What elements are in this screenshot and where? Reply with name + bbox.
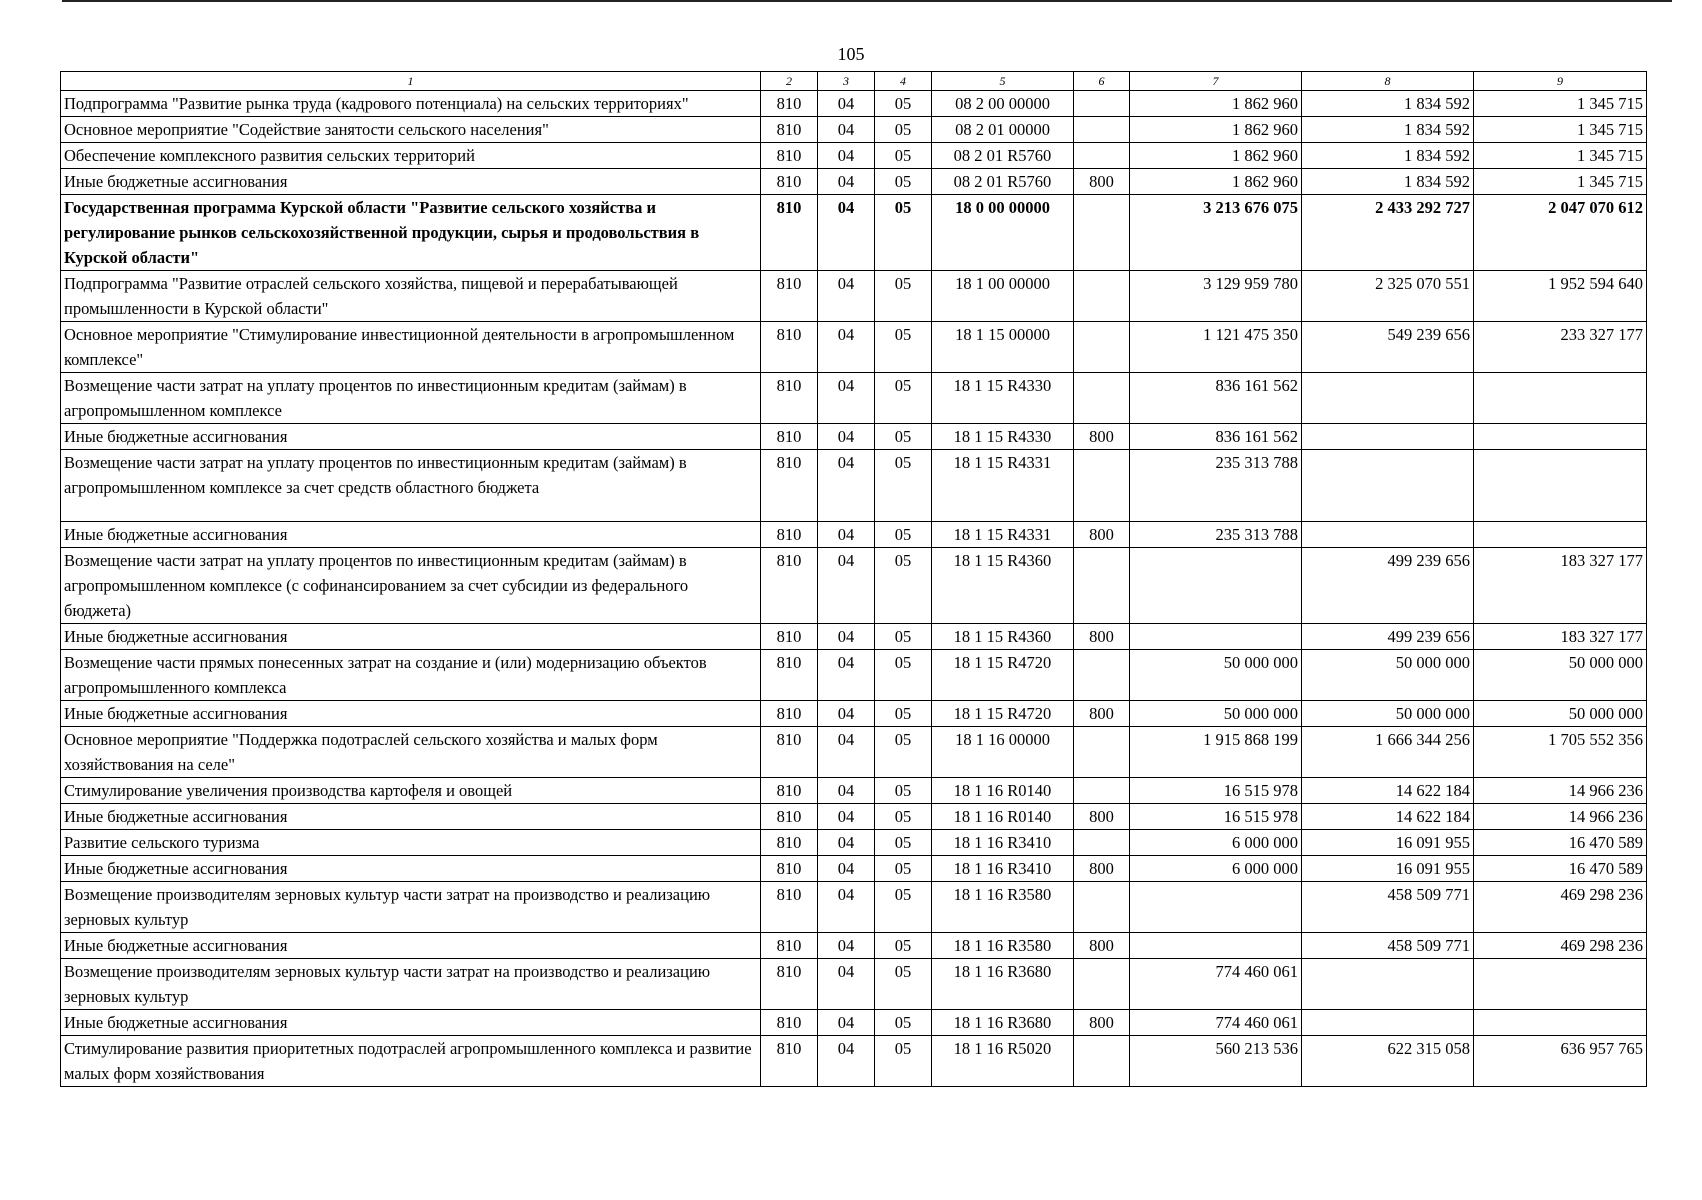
admin-code-cell: 810 (761, 322, 818, 373)
amount-col8-cell: 14 622 184 (1302, 804, 1474, 830)
table-row (61, 959, 1647, 1010)
target-article-cell: 18 1 15 R4331 (932, 450, 1074, 522)
subsection-code-cell: 05 (875, 804, 932, 830)
amount-col8-cell (1302, 373, 1474, 424)
section-code-cell: 04 (818, 933, 875, 959)
amount-col9-cell: 233 327 177 (1474, 322, 1647, 373)
admin-code-cell: 810 (761, 450, 818, 522)
amount-col9-cell (1474, 450, 1647, 522)
section-code-cell: 04 (818, 169, 875, 195)
row-name-cell: Иные бюджетные ассигнования (61, 804, 761, 830)
section-code-cell: 04 (818, 548, 875, 624)
subsection-code-cell: 05 (875, 778, 932, 804)
amount-col9-cell (1474, 1010, 1647, 1036)
amount-col7-cell: 6 000 000 (1130, 856, 1302, 882)
section-code-cell: 04 (818, 522, 875, 548)
subsection-code-cell: 05 (875, 882, 932, 933)
amount-col8-cell: 16 091 955 (1302, 830, 1474, 856)
expense-type-cell (1074, 778, 1130, 804)
column-header: 2 (761, 72, 818, 91)
amount-col8-cell: 2 433 292 727 (1302, 195, 1474, 271)
amount-col8-cell: 14 622 184 (1302, 778, 1474, 804)
amount-col7-cell: 836 161 562 (1130, 373, 1302, 424)
admin-code-cell: 810 (761, 778, 818, 804)
table-row (61, 804, 1647, 830)
amount-col7-cell: 16 515 978 (1130, 804, 1302, 830)
section-code-cell: 04 (818, 373, 875, 424)
amount-col7-cell: 1 862 960 (1130, 143, 1302, 169)
expense-type-cell (1074, 373, 1130, 424)
table-row (61, 701, 1647, 727)
admin-code-cell: 810 (761, 1010, 818, 1036)
target-article-cell: 18 1 16 R3680 (932, 1010, 1074, 1036)
section-code-cell: 04 (818, 830, 875, 856)
header-row (61, 72, 1647, 91)
row-name-cell: Иные бюджетные ассигнования (61, 1010, 761, 1036)
amount-col9-cell: 183 327 177 (1474, 548, 1647, 624)
table-row (61, 450, 1647, 522)
amount-col8-cell: 499 239 656 (1302, 624, 1474, 650)
section-code-cell: 04 (818, 117, 875, 143)
section-code-cell: 04 (818, 959, 875, 1010)
amount-col9-cell: 50 000 000 (1474, 650, 1647, 701)
admin-code-cell: 810 (761, 271, 818, 322)
subsection-code-cell: 05 (875, 959, 932, 1010)
amount-col7-cell (1130, 882, 1302, 933)
table-row (61, 1010, 1647, 1036)
amount-col9-cell: 14 966 236 (1474, 804, 1647, 830)
subsection-code-cell: 05 (875, 373, 932, 424)
target-article-cell: 18 1 15 R4720 (932, 650, 1074, 701)
amount-col9-cell: 636 957 765 (1474, 1036, 1647, 1087)
section-code-cell: 04 (818, 195, 875, 271)
expense-type-cell (1074, 830, 1130, 856)
amount-col7-cell: 560 213 536 (1130, 1036, 1302, 1087)
table-row (61, 117, 1647, 143)
amount-col8-cell: 1 666 344 256 (1302, 727, 1474, 778)
expense-type-cell: 800 (1074, 1010, 1130, 1036)
section-code-cell: 04 (818, 1036, 875, 1087)
subsection-code-cell: 05 (875, 522, 932, 548)
admin-code-cell: 810 (761, 522, 818, 548)
amount-col7-cell (1130, 624, 1302, 650)
expense-type-cell (1074, 450, 1130, 522)
expense-type-cell: 800 (1074, 701, 1130, 727)
row-name-cell: Основное мероприятие "Поддержка подотраслей сельского хозяйства и малых форм хозяйствования на селе" (61, 727, 761, 778)
amount-col7-cell: 1 121 475 350 (1130, 322, 1302, 373)
section-code-cell: 04 (818, 450, 875, 522)
amount-col7-cell: 3 129 959 780 (1130, 271, 1302, 322)
row-name-cell: Стимулирование развития приоритетных подотраслей агропромышленного комплекса и развитие малых форм хозяйствования (61, 1036, 761, 1087)
amount-col7-cell: 235 313 788 (1130, 522, 1302, 548)
expense-type-cell (1074, 650, 1130, 701)
section-code-cell: 04 (818, 322, 875, 373)
admin-code-cell: 810 (761, 169, 818, 195)
row-name-cell: Обеспечение комплексного развития сельских территорий (61, 143, 761, 169)
target-article-cell: 18 1 16 00000 (932, 727, 1074, 778)
table-row (61, 727, 1647, 778)
expense-type-cell: 800 (1074, 804, 1130, 830)
target-article-cell: 18 1 16 R0140 (932, 778, 1074, 804)
row-name-cell: Иные бюджетные ассигнования (61, 522, 761, 548)
subsection-code-cell: 05 (875, 624, 932, 650)
amount-col8-cell: 499 239 656 (1302, 548, 1474, 624)
amount-col9-cell: 14 966 236 (1474, 778, 1647, 804)
admin-code-cell: 810 (761, 548, 818, 624)
row-name-cell: Развитие сельского туризма (61, 830, 761, 856)
target-article-cell: 18 1 16 R5020 (932, 1036, 1074, 1087)
target-article-cell: 08 2 00 00000 (932, 91, 1074, 117)
section-code-cell: 04 (818, 778, 875, 804)
admin-code-cell: 810 (761, 650, 818, 701)
amount-col8-cell: 549 239 656 (1302, 322, 1474, 373)
subsection-code-cell: 05 (875, 169, 932, 195)
amount-col8-cell: 1 834 592 (1302, 169, 1474, 195)
target-article-cell: 08 2 01 R5760 (932, 143, 1074, 169)
amount-col9-cell: 50 000 000 (1474, 701, 1647, 727)
table-body (61, 91, 1647, 1087)
amount-col9-cell (1474, 959, 1647, 1010)
target-article-cell: 18 1 15 R4330 (932, 373, 1074, 424)
expense-type-cell: 800 (1074, 933, 1130, 959)
amount-col8-cell: 1 834 592 (1302, 143, 1474, 169)
section-code-cell: 04 (818, 271, 875, 322)
admin-code-cell: 810 (761, 1036, 818, 1087)
column-header: 1 (61, 72, 761, 91)
table-row (61, 169, 1647, 195)
amount-col9-cell: 1 345 715 (1474, 143, 1647, 169)
amount-col8-cell: 622 315 058 (1302, 1036, 1474, 1087)
target-article-cell: 18 1 00 00000 (932, 271, 1074, 322)
column-header: 6 (1074, 72, 1130, 91)
section-code-cell: 04 (818, 650, 875, 701)
row-name-cell: Иные бюджетные ассигнования (61, 856, 761, 882)
row-name-cell: Подпрограмма "Развитие рынка труда (кадрового потенциала) на сельских территориях" (61, 91, 761, 117)
admin-code-cell: 810 (761, 727, 818, 778)
amount-col9-cell: 1 345 715 (1474, 117, 1647, 143)
table-row (61, 778, 1647, 804)
amount-col8-cell (1302, 522, 1474, 548)
target-article-cell: 18 1 15 R4360 (932, 548, 1074, 624)
subsection-code-cell: 05 (875, 1036, 932, 1087)
target-article-cell: 18 1 15 R4360 (932, 624, 1074, 650)
target-article-cell: 18 1 16 R3580 (932, 933, 1074, 959)
row-name-cell: Возмещение части затрат на уплату процентов по инвестиционным кредитам (займам) в агропромышленном комплексе за счет средств областного бюджета (61, 450, 761, 522)
table-row (61, 195, 1647, 271)
amount-col8-cell: 458 509 771 (1302, 933, 1474, 959)
table-row (61, 424, 1647, 450)
column-header: 4 (875, 72, 932, 91)
amount-col9-cell: 2 047 070 612 (1474, 195, 1647, 271)
target-article-cell: 18 1 15 R4720 (932, 701, 1074, 727)
amount-col8-cell: 2 325 070 551 (1302, 271, 1474, 322)
amount-col7-cell: 50 000 000 (1130, 650, 1302, 701)
expense-type-cell (1074, 117, 1130, 143)
amount-col7-cell (1130, 548, 1302, 624)
target-article-cell: 18 1 16 R3410 (932, 830, 1074, 856)
row-name-cell: Иные бюджетные ассигнования (61, 169, 761, 195)
subsection-code-cell: 05 (875, 91, 932, 117)
target-article-cell: 18 1 16 R3410 (932, 856, 1074, 882)
amount-col9-cell: 183 327 177 (1474, 624, 1647, 650)
amount-col7-cell: 50 000 000 (1130, 701, 1302, 727)
row-name-cell: Стимулирование увеличения производства картофеля и овощей (61, 778, 761, 804)
subsection-code-cell: 05 (875, 271, 932, 322)
expense-type-cell (1074, 322, 1130, 373)
amount-col7-cell (1130, 933, 1302, 959)
admin-code-cell: 810 (761, 701, 818, 727)
subsection-code-cell: 05 (875, 830, 932, 856)
section-code-cell: 04 (818, 91, 875, 117)
amount-col7-cell: 1 862 960 (1130, 169, 1302, 195)
admin-code-cell: 810 (761, 804, 818, 830)
column-header: 9 (1474, 72, 1647, 91)
admin-code-cell: 810 (761, 424, 818, 450)
subsection-code-cell: 05 (875, 933, 932, 959)
row-name-cell: Иные бюджетные ассигнования (61, 424, 761, 450)
subsection-code-cell: 05 (875, 856, 932, 882)
table-row (61, 373, 1647, 424)
section-code-cell: 04 (818, 1010, 875, 1036)
section-code-cell: 04 (818, 143, 875, 169)
row-name-cell: Возмещение части прямых понесенных затрат на создание и (или) модернизацию объектов агропромышленного комплекса (61, 650, 761, 701)
amount-col8-cell (1302, 1010, 1474, 1036)
amount-col8-cell: 1 834 592 (1302, 91, 1474, 117)
subsection-code-cell: 05 (875, 117, 932, 143)
table-row (61, 143, 1647, 169)
table-row (61, 933, 1647, 959)
amount-col9-cell (1474, 522, 1647, 548)
amount-col7-cell: 1 862 960 (1130, 91, 1302, 117)
target-article-cell: 18 1 15 R4331 (932, 522, 1074, 548)
subsection-code-cell: 05 (875, 450, 932, 522)
section-code-cell: 04 (818, 727, 875, 778)
column-header: 5 (932, 72, 1074, 91)
row-name-cell: Возмещение части затрат на уплату процентов по инвестиционным кредитам (займам) в агропромышленном комплексе (с софинансированием за счет субсидии из федерального бюджета) (61, 548, 761, 624)
subsection-code-cell: 05 (875, 143, 932, 169)
admin-code-cell: 810 (761, 373, 818, 424)
admin-code-cell: 810 (761, 856, 818, 882)
target-article-cell: 18 1 16 R3580 (932, 882, 1074, 933)
amount-col7-cell: 836 161 562 (1130, 424, 1302, 450)
admin-code-cell: 810 (761, 624, 818, 650)
amount-col9-cell (1474, 373, 1647, 424)
target-article-cell: 18 1 15 R4330 (932, 424, 1074, 450)
subsection-code-cell: 05 (875, 650, 932, 701)
amount-col8-cell (1302, 424, 1474, 450)
row-name-cell: Подпрограмма "Развитие отраслей сельского хозяйства, пищевой и перерабатывающей промышленности в Курской области" (61, 271, 761, 322)
amount-col8-cell (1302, 450, 1474, 522)
admin-code-cell: 810 (761, 830, 818, 856)
amount-col9-cell: 1 345 715 (1474, 91, 1647, 117)
section-code-cell: 04 (818, 701, 875, 727)
subsection-code-cell: 05 (875, 195, 932, 271)
amount-col9-cell: 1 952 594 640 (1474, 271, 1647, 322)
amount-col9-cell: 1 345 715 (1474, 169, 1647, 195)
target-article-cell: 08 2 01 00000 (932, 117, 1074, 143)
subsection-code-cell: 05 (875, 424, 932, 450)
expense-type-cell: 800 (1074, 424, 1130, 450)
table-row (61, 1036, 1647, 1087)
table-row (61, 882, 1647, 933)
top-rule (62, 0, 1672, 2)
column-header: 8 (1302, 72, 1474, 91)
row-name-cell: Иные бюджетные ассигнования (61, 624, 761, 650)
admin-code-cell: 810 (761, 959, 818, 1010)
expense-type-cell: 800 (1074, 169, 1130, 195)
amount-col9-cell: 469 298 236 (1474, 933, 1647, 959)
amount-col7-cell: 1 862 960 (1130, 117, 1302, 143)
amount-col7-cell: 3 213 676 075 (1130, 195, 1302, 271)
row-name-cell: Возмещение части затрат на уплату процентов по инвестиционным кредитам (займам) в агропромышленном комплексе (61, 373, 761, 424)
subsection-code-cell: 05 (875, 548, 932, 624)
section-code-cell: 04 (818, 882, 875, 933)
row-name-cell: Иные бюджетные ассигнования (61, 933, 761, 959)
table-row (61, 650, 1647, 701)
amount-col8-cell: 458 509 771 (1302, 882, 1474, 933)
row-name-cell: Государственная программа Курской области "Развитие сельского хозяйства и регулирование рынков сельскохозяйственной продукции, сырья и продовольствия в Курской области" (61, 195, 761, 271)
amount-col7-cell: 774 460 061 (1130, 959, 1302, 1010)
amount-col8-cell: 1 834 592 (1302, 117, 1474, 143)
column-header: 3 (818, 72, 875, 91)
section-code-cell: 04 (818, 804, 875, 830)
admin-code-cell: 810 (761, 882, 818, 933)
amount-col8-cell: 50 000 000 (1302, 701, 1474, 727)
target-article-cell: 18 1 15 00000 (932, 322, 1074, 373)
expense-type-cell: 800 (1074, 522, 1130, 548)
table-row (61, 271, 1647, 322)
admin-code-cell: 810 (761, 195, 818, 271)
table-row (61, 522, 1647, 548)
target-article-cell: 08 2 01 R5760 (932, 169, 1074, 195)
expense-type-cell (1074, 195, 1130, 271)
amount-col9-cell (1474, 424, 1647, 450)
section-code-cell: 04 (818, 856, 875, 882)
amount-col9-cell: 469 298 236 (1474, 882, 1647, 933)
admin-code-cell: 810 (761, 143, 818, 169)
row-name-cell: Возмещение производителям зерновых культур части затрат на производство и реализацию зерновых культур (61, 882, 761, 933)
expense-type-cell (1074, 143, 1130, 169)
section-code-cell: 04 (818, 424, 875, 450)
expense-type-cell (1074, 1036, 1130, 1087)
expense-type-cell (1074, 882, 1130, 933)
table-row (61, 322, 1647, 373)
expense-type-cell (1074, 271, 1130, 322)
amount-col7-cell: 235 313 788 (1130, 450, 1302, 522)
amount-col7-cell: 16 515 978 (1130, 778, 1302, 804)
row-name-cell: Основное мероприятие "Содействие занятости сельского населения" (61, 117, 761, 143)
subsection-code-cell: 05 (875, 701, 932, 727)
admin-code-cell: 810 (761, 117, 818, 143)
page-number: 105 (837, 44, 865, 64)
amount-col7-cell: 6 000 000 (1130, 830, 1302, 856)
expense-type-cell (1074, 727, 1130, 778)
row-name-cell: Основное мероприятие "Стимулирование инвестиционной деятельности в агропромышленном комплексе" (61, 322, 761, 373)
budget-table (60, 71, 1647, 1087)
amount-col9-cell: 16 470 589 (1474, 830, 1647, 856)
expense-type-cell (1074, 91, 1130, 117)
expense-type-cell (1074, 959, 1130, 1010)
table-row (61, 548, 1647, 624)
table-row (61, 830, 1647, 856)
amount-col7-cell: 1 915 868 199 (1130, 727, 1302, 778)
subsection-code-cell: 05 (875, 322, 932, 373)
target-article-cell: 18 0 00 00000 (932, 195, 1074, 271)
admin-code-cell: 810 (761, 91, 818, 117)
expense-type-cell: 800 (1074, 624, 1130, 650)
expense-type-cell: 800 (1074, 856, 1130, 882)
subsection-code-cell: 05 (875, 727, 932, 778)
admin-code-cell: 810 (761, 933, 818, 959)
table-row (61, 91, 1647, 117)
table-row (61, 856, 1647, 882)
amount-col8-cell: 50 000 000 (1302, 650, 1474, 701)
amount-col8-cell (1302, 959, 1474, 1010)
target-article-cell: 18 1 16 R3680 (932, 959, 1074, 1010)
amount-col9-cell: 1 705 552 356 (1474, 727, 1647, 778)
column-header: 7 (1130, 72, 1302, 91)
target-article-cell: 18 1 16 R0140 (932, 804, 1074, 830)
subsection-code-cell: 05 (875, 1010, 932, 1036)
section-code-cell: 04 (818, 624, 875, 650)
expense-type-cell (1074, 548, 1130, 624)
amount-col7-cell: 774 460 061 (1130, 1010, 1302, 1036)
table-row (61, 624, 1647, 650)
amount-col8-cell: 16 091 955 (1302, 856, 1474, 882)
amount-col9-cell: 16 470 589 (1474, 856, 1647, 882)
row-name-cell: Возмещение производителям зерновых культур части затрат на производство и реализацию зерновых культур (61, 959, 761, 1010)
row-name-cell: Иные бюджетные ассигнования (61, 701, 761, 727)
